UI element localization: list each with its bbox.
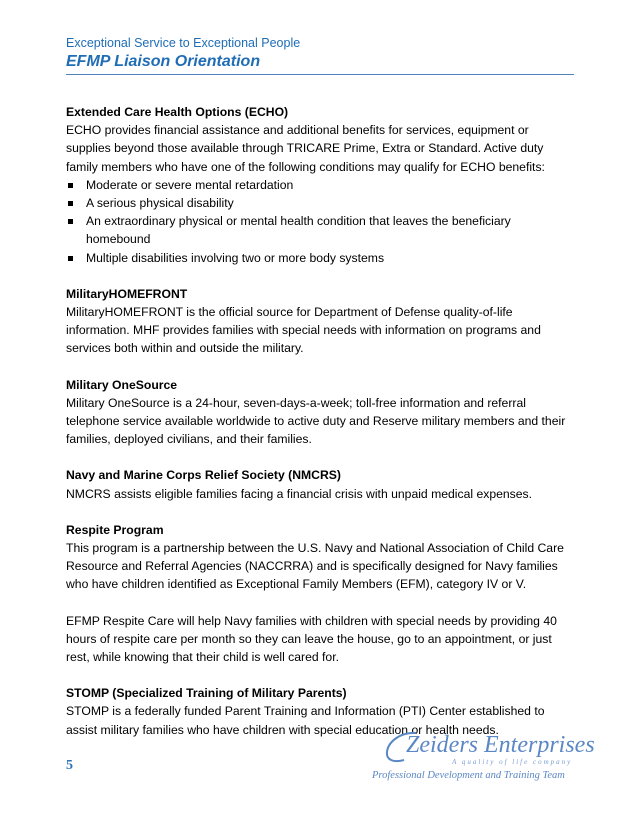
section-heading: Navy and Marine Corps Relief Society (NMCRS)	[66, 468, 341, 483]
section-paragraph: ECHO provides financial assistance and additional benefits for services, equipment or supplies beyond those available through TRICARE Prime, Extra or Standard. Active duty family members who have one of the following conditions may qualify for ECHO benefits:	[66, 123, 545, 174]
section-paragraph: This program is a partnership between the U.S. Navy and National Association of Child Care Resource and Referral Agencies (NACCRRA) and is specifically designed for Navy families who have children identified as Exceptional Family Members (EFM), category IV or V.	[66, 541, 564, 592]
page-number: 5	[66, 758, 73, 773]
echo-conditions-list	[66, 176, 576, 267]
section-nmcrs	[66, 466, 576, 502]
section-respite-program	[66, 521, 576, 666]
document-body	[66, 103, 576, 757]
list-item	[66, 212, 576, 248]
header-tagline: Exceptional Service to Exceptional People	[66, 36, 301, 50]
section-paragraph: STOMP is a federally funded Parent Training and Information (PTI) Center established to assist military families who have children with special education or health needs.	[66, 704, 545, 737]
company-logo	[372, 730, 596, 790]
list-item-text: A serious physical disability	[86, 196, 234, 211]
square-bullet-icon	[68, 219, 73, 224]
header-divider	[66, 74, 574, 75]
header-title: EFMP Liaison Orientation	[66, 53, 261, 70]
section-heading: STOMP (Specialized Training of Military Parents)	[66, 686, 347, 701]
square-bullet-icon	[68, 256, 73, 261]
section-paragraph: NMCRS assists eligible families facing a financial crisis with unpaid medical expenses.	[66, 486, 533, 501]
list-item-text: Moderate or severe mental retardation	[86, 177, 294, 192]
list-item	[66, 249, 576, 267]
list-item	[66, 176, 576, 194]
section-militaryhomefront	[66, 285, 576, 358]
page-header	[66, 36, 574, 72]
section-heading: MilitaryHOMEFRONT	[66, 286, 188, 301]
square-bullet-icon	[68, 201, 73, 206]
section-heading: Military OneSource	[66, 377, 178, 392]
section-paragraph: EFMP Respite Care will help Navy families with children with special needs by providing 40 hours of respite care per month so they can leave the house, go to an appointment, or just rest, while knowing that their child is well cared for.	[66, 613, 557, 665]
logo-subtitle: A quality of life company	[452, 758, 573, 766]
section-heading: Extended Care Health Options (ECHO)	[66, 105, 289, 119]
list-item	[66, 194, 576, 212]
section-military-onesource	[66, 376, 576, 449]
section-paragraph: MilitaryHOMEFRONT is the official source for Department of Defense quality-of-life information. MHF provides families with special needs with information on programs and services both within and outside the military.	[66, 305, 541, 356]
square-bullet-icon	[68, 183, 73, 188]
logo-name: Zeiders Enterprises	[406, 732, 595, 758]
logo-tagline: Professional Development and Training Team	[372, 770, 565, 781]
list-item-text: An extraordinary physical or mental health condition that leaves the beneficiary homebound	[86, 214, 511, 247]
section-heading: Respite Program	[66, 522, 164, 537]
section-paragraph: Military OneSource is a 24-hour, seven-days-a-week; toll-free information and referral telephone service available worldwide to active duty and Reserve military members and their families, deployed civilians, and their families.	[66, 395, 566, 447]
list-item-text: Multiple disabilities involving two or more body systems	[86, 250, 385, 265]
section-echo	[66, 103, 576, 267]
